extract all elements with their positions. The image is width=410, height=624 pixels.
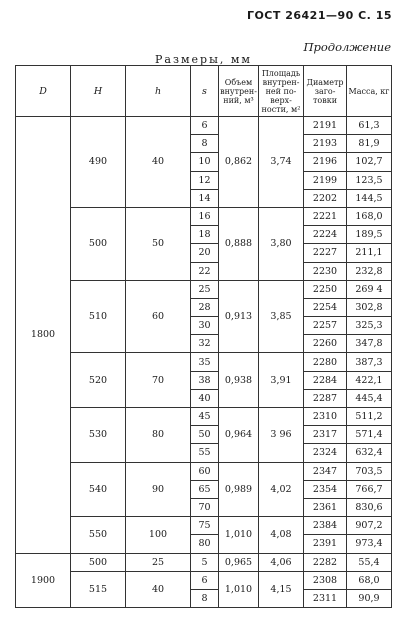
cell-blank-diameter: 2287 [304,389,347,407]
cell-mass: 144,5 [347,189,392,207]
cell-mass: 422,1 [347,371,392,389]
cell-s: 40 [191,389,219,407]
cell-s: 5 [191,553,219,571]
cell-h: 40 [126,117,191,208]
cell-volume: 0,938 [219,353,259,408]
cell-h: 80 [126,408,191,463]
cell-s: 25 [191,280,219,298]
cell-s: 14 [191,189,219,207]
cell-H: 520 [71,353,126,408]
cell-blank-diameter: 2282 [304,553,347,571]
cell-blank-diameter: 2257 [304,317,347,335]
cell-mass: 102,7 [347,153,392,171]
cell-blank-diameter: 2354 [304,480,347,498]
cell-blank-diameter: 2199 [304,171,347,189]
table-row [16,517,392,535]
cell-volume: 0,989 [219,462,259,517]
cell-blank-diameter: 2384 [304,517,347,535]
cell-mass: 766,7 [347,480,392,498]
cell-mass: 61,3 [347,117,392,135]
col-header: D [16,66,71,117]
cell-s: 8 [191,135,219,153]
cell-blank-diameter: 2224 [304,226,347,244]
cell-blank-diameter: 2254 [304,298,347,316]
cell-volume: 1,010 [219,571,259,607]
table-body [16,117,392,608]
cell-s: 20 [191,244,219,262]
cell-s: 6 [191,571,219,589]
cell-s: 6 [191,117,219,135]
cell-blank-diameter: 2230 [304,262,347,280]
cell-blank-diameter: 2347 [304,462,347,480]
cell-mass: 123,5 [347,171,392,189]
cell-h: 60 [126,280,191,353]
cell-s: 35 [191,353,219,371]
cell-mass: 211,1 [347,244,392,262]
cell-area: 4,02 [259,462,304,517]
cell-mass: 90,9 [347,589,392,607]
cell-blank-diameter: 2391 [304,535,347,553]
table-row [16,571,392,589]
cell-blank-diameter: 2310 [304,408,347,426]
cell-mass: 571,4 [347,426,392,444]
cell-s: 55 [191,444,219,462]
cell-H: 550 [71,517,126,553]
cell-blank-diameter: 2260 [304,335,347,353]
cell-s: 18 [191,226,219,244]
cell-s: 10 [191,153,219,171]
cell-h: 40 [126,571,191,607]
col-header: H [71,66,126,117]
cell-mass: 387,3 [347,353,392,371]
cell-h: 90 [126,462,191,517]
table-row [16,207,392,225]
cell-area: 3,85 [259,280,304,353]
dimensions-table [15,65,392,608]
cell-area: 3 96 [259,408,304,463]
table-header-row [16,66,392,117]
cell-mass: 907,2 [347,517,392,535]
cell-H: 510 [71,280,126,353]
cell-blank-diameter: 2280 [304,353,347,371]
cell-mass: 68,0 [347,571,392,589]
cell-s: 75 [191,517,219,535]
cell-area: 4,06 [259,553,304,571]
cell-h: 100 [126,517,191,553]
cell-blank-diameter: 2317 [304,426,347,444]
cell-s: 28 [191,298,219,316]
cell-mass: 973,4 [347,535,392,553]
table-row [16,553,392,571]
cell-mass: 325,3 [347,317,392,335]
cell-h: 70 [126,353,191,408]
cell-mass: 81,9 [347,135,392,153]
cell-blank-diameter: 2196 [304,153,347,171]
cell-s: 60 [191,462,219,480]
cell-s: 30 [191,317,219,335]
cell-s: 65 [191,480,219,498]
cell-H: 540 [71,462,126,517]
table-row [16,353,392,371]
col-header: Диаметр заго-товки [304,66,347,117]
cell-mass: 55,4 [347,553,392,571]
cell-blank-diameter: 2311 [304,589,347,607]
table-row [16,280,392,298]
cell-s: 70 [191,498,219,516]
cell-mass: 511,2 [347,408,392,426]
cell-H: 500 [71,207,126,280]
cell-mass: 168,0 [347,207,392,225]
col-header: s [191,66,219,117]
cell-blank-diameter: 2193 [304,135,347,153]
cell-area: 4,08 [259,517,304,553]
cell-s: 8 [191,589,219,607]
cell-volume: 0,965 [219,553,259,571]
cell-h: 25 [126,553,191,571]
cell-blank-diameter: 2221 [304,207,347,225]
table-row [16,408,392,426]
cell-mass: 302,8 [347,298,392,316]
cell-s: 32 [191,335,219,353]
cell-mass: 632,4 [347,444,392,462]
cell-blank-diameter: 2227 [304,244,347,262]
cell-mass: 830,6 [347,498,392,516]
col-header: h [126,66,191,117]
cell-s: 50 [191,426,219,444]
cell-area: 4,15 [259,571,304,607]
cell-H: 490 [71,117,126,208]
cell-mass: 232,8 [347,262,392,280]
cell-volume: 0,888 [219,207,259,280]
cell-D: 1900 [16,553,71,608]
col-header: Масса, кг [347,66,392,117]
continuation-label: Продолжение [303,40,391,54]
cell-s: 38 [191,371,219,389]
col-header: Площадь внутрен-ней по-верх-ности, м² [259,66,304,117]
cell-blank-diameter: 2324 [304,444,347,462]
cell-mass: 347,8 [347,335,392,353]
cell-mass: 269 4 [347,280,392,298]
cell-volume: 0,913 [219,280,259,353]
cell-blank-diameter: 2191 [304,117,347,135]
cell-blank-diameter: 2308 [304,571,347,589]
cell-D: 1800 [16,117,71,554]
cell-blank-diameter: 2250 [304,280,347,298]
cell-s: 16 [191,207,219,225]
cell-volume: 1,010 [219,517,259,553]
cell-area: 3,74 [259,117,304,208]
cell-blank-diameter: 2202 [304,189,347,207]
cell-s: 12 [191,171,219,189]
cell-mass: 189,5 [347,226,392,244]
dimensions-caption: Размеры, мм [155,53,252,66]
table-row [16,462,392,480]
cell-blank-diameter: 2284 [304,371,347,389]
cell-blank-diameter: 2361 [304,498,347,516]
page-header: ГОСТ 26421—90 С. 15 [246,9,392,22]
cell-h: 50 [126,207,191,280]
cell-s: 80 [191,535,219,553]
cell-H: 500 [71,553,126,571]
cell-H: 515 [71,571,126,607]
cell-mass: 445,4 [347,389,392,407]
col-header: Объем внутрен-ний, м³ [219,66,259,117]
cell-area: 3,91 [259,353,304,408]
table-row [16,117,392,135]
cell-volume: 0,862 [219,117,259,208]
cell-mass: 703,5 [347,462,392,480]
cell-area: 3,80 [259,207,304,280]
cell-volume: 0,964 [219,408,259,463]
cell-s: 22 [191,262,219,280]
cell-s: 45 [191,408,219,426]
cell-H: 530 [71,408,126,463]
